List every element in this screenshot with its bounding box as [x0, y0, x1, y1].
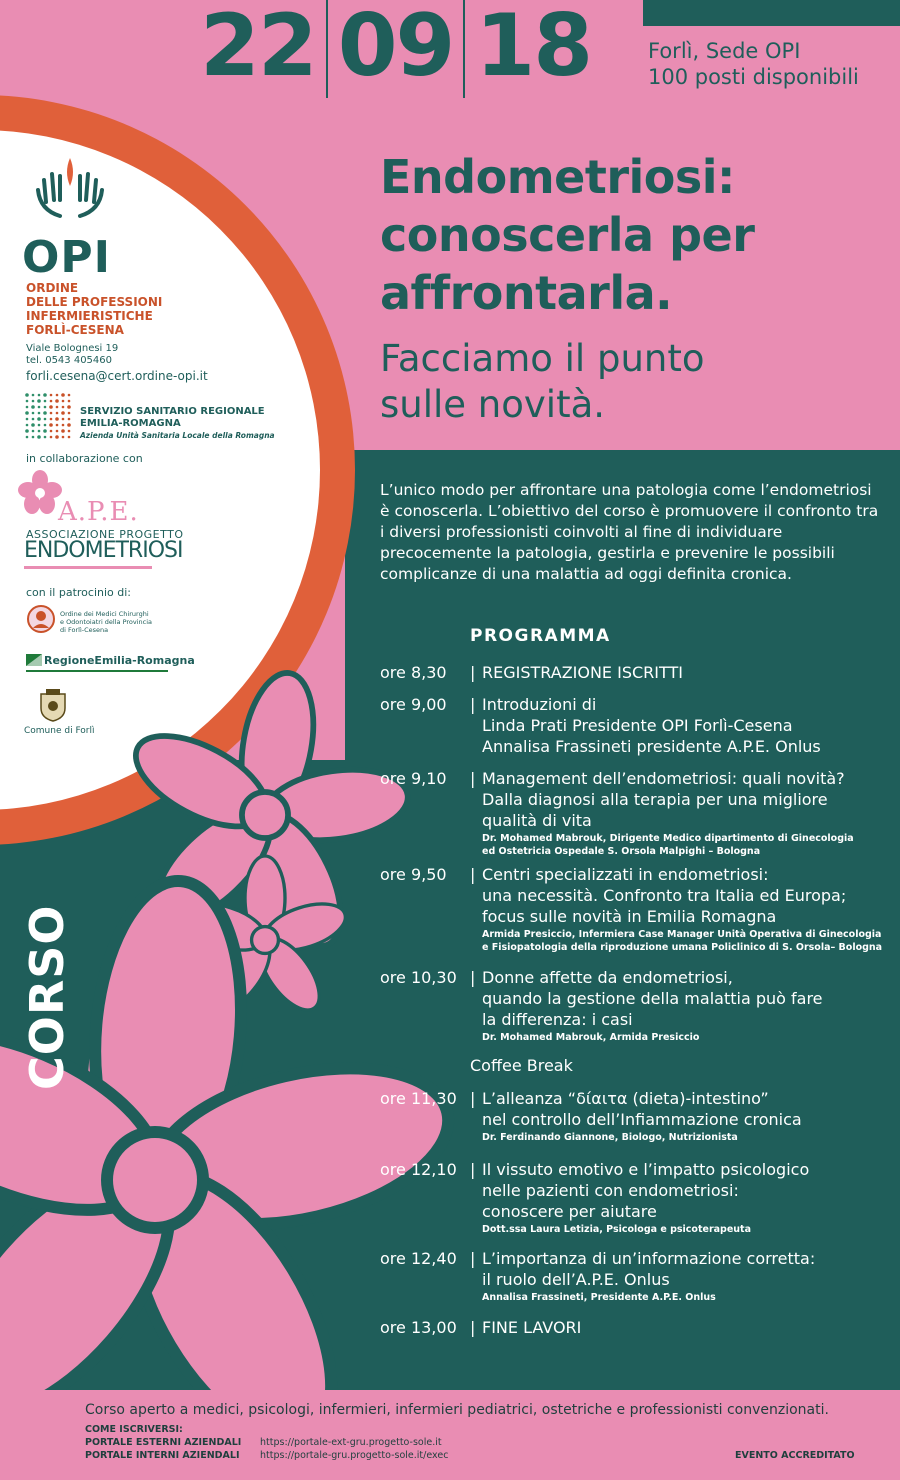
ssr-dot — [49, 423, 53, 427]
ssr-dot — [43, 393, 47, 397]
ape-flower-logo-icon — [18, 470, 62, 514]
ssr-dot — [62, 418, 65, 421]
topic-line: focus sulle novità in Emilia Romagna — [482, 907, 777, 926]
ssr-dot — [37, 435, 41, 439]
ssr-dot — [55, 435, 59, 439]
ssr-dot — [68, 400, 71, 403]
topic-line: Management dell’endometriosi: quali novità? — [482, 769, 845, 788]
flower-center — [242, 792, 288, 838]
rer-logo-text: RegioneEmilia-Romagna — [44, 654, 195, 667]
ssr-dot — [62, 436, 65, 439]
speaker-line: Annalisa Frassineti, Presidente A.P.E. Onlus — [482, 1292, 716, 1303]
ssr-dot — [50, 394, 53, 397]
ssr-dot — [44, 406, 47, 409]
topic-line: L’alleanza “δίαιτα (dieta)-intestino” — [482, 1089, 769, 1108]
ssr-dot — [56, 424, 59, 427]
ssr-dot — [61, 393, 65, 397]
topic-line: Donne affette da endometriosi, — [482, 968, 733, 987]
program-speaker — [482, 832, 892, 858]
ssr-dot — [61, 429, 65, 433]
program-separator: | — [470, 1318, 476, 1337]
ssr-dot — [44, 418, 47, 421]
title-line: Endometriosi: — [380, 150, 735, 204]
ssr-dot — [32, 418, 35, 421]
ape-logo-endometriosi: ENDOMETRIOSI — [24, 538, 183, 563]
speaker-line: Armida Presiccio, Infermiera Case Manager Unità Operativa di Ginecologia — [482, 929, 882, 940]
ssr-dot — [26, 436, 29, 439]
ssr-dot — [38, 430, 41, 433]
subtitle-line: sulle novità. — [380, 383, 606, 426]
ssr-dot — [68, 418, 71, 421]
ssr-dots-logo-icon — [24, 392, 74, 440]
title-line: affrontarla. — [380, 266, 673, 320]
program-time: ore 8,30 — [380, 663, 447, 682]
footer-portal-external-link[interactable]: https://portale-ext-gru.progetto-sole.it — [260, 1437, 442, 1448]
comune-crest-icon — [38, 688, 68, 722]
topic-line: L’importanza di un’informazione corretta: — [482, 1249, 816, 1268]
ssr-dot — [56, 394, 59, 397]
ssr-dot — [44, 436, 47, 439]
ssr-dot — [62, 406, 65, 409]
program-separator: | — [470, 865, 476, 884]
omceo-line: Ordine dei Medici Chirurghi — [60, 610, 149, 618]
footer-how-to-register: COME ISCRIVERSI: — [85, 1424, 183, 1435]
date-month: 09 — [337, 0, 454, 96]
ssr-dot — [32, 436, 35, 439]
topic-line: Dalla diagnosi alla terapia per una migliore — [482, 790, 828, 809]
ssr-dot — [32, 400, 35, 403]
org-line: DELLE PROFESSIONI — [26, 295, 163, 309]
ape-logo-name: A.P.E. — [58, 497, 139, 527]
program-time: ore 12,40 — [380, 1249, 457, 1268]
phone-line: tel. 0543 405460 — [26, 355, 113, 366]
footer-portal-internal-link[interactable]: https://portale-gru.progetto-sole.it/exec — [260, 1450, 449, 1461]
venue-line: Forlì, Sede OPI — [648, 39, 801, 63]
ssr-logo-text — [80, 406, 275, 442]
date-year: 18 — [475, 0, 592, 96]
topic-line: Annalisa Frassineti presidente A.P.E. Onlus — [482, 737, 821, 756]
speaker-line: e Fisiopatologia della riproduzione umana Policlinico di S. Orsola– Bologna — [482, 942, 883, 953]
program-time: ore 12,10 — [380, 1160, 457, 1179]
ssr-dot — [62, 400, 65, 403]
event-date — [190, 0, 601, 100]
topic-line: nel controllo dell’Infiammazione cronica — [482, 1110, 802, 1129]
ssr-dot — [50, 436, 53, 439]
program-separator: | — [470, 968, 476, 987]
organizer-address — [26, 343, 118, 367]
ssr-dot — [55, 399, 59, 403]
ape-logo-sub: ASSOCIAZIONE PROGETTO — [26, 528, 184, 541]
ssr-dot — [43, 411, 47, 415]
org-line: FORLÌ-CESENA — [26, 323, 124, 337]
program-topic — [482, 967, 892, 1030]
speaker-line: Dott.ssa Laura Letizia, Psicologa e psicoterapeuta — [482, 1224, 751, 1235]
org-line: INFERMIERISTICHE — [26, 309, 153, 323]
date-day: 22 — [200, 0, 316, 96]
rer-underline — [26, 670, 168, 672]
ssr-dot — [68, 430, 71, 433]
ssr-dot — [38, 412, 41, 415]
program-separator: | — [470, 695, 476, 714]
subtitle-line: Facciamo il punto — [380, 337, 705, 380]
ssr-dot — [49, 405, 53, 409]
ssr-dot — [56, 430, 59, 433]
program-separator: | — [470, 769, 476, 788]
program-separator: | — [470, 1249, 476, 1268]
program-time: ore 9,10 — [380, 769, 447, 788]
program-speaker — [482, 928, 892, 954]
program-separator: | — [470, 1160, 476, 1179]
org-line: ORDINE — [26, 281, 79, 295]
organizer-name — [26, 281, 162, 337]
program-speaker — [482, 1031, 892, 1044]
ssr-dot — [56, 406, 59, 409]
program-heading: PROGRAMMA — [470, 626, 611, 646]
program-topic — [482, 1317, 892, 1338]
page-subtitle — [380, 336, 705, 428]
ssr-dot — [55, 417, 59, 421]
ssr-dot — [31, 423, 35, 427]
ssr-dot — [32, 394, 35, 397]
ssr-dot — [50, 412, 53, 415]
opi-hands-logo-icon — [30, 150, 110, 230]
ssr-dot — [61, 411, 65, 415]
ape-underline — [24, 566, 152, 569]
rer-flag-icon — [26, 652, 42, 668]
topic-line: Introduzioni di — [482, 695, 597, 714]
seats-line: 100 posti disponibili — [648, 65, 859, 89]
program-time: ore 11,30 — [380, 1089, 457, 1108]
topic-line: REGISTRAZIONE ISCRITTI — [482, 663, 683, 682]
topic-line: conoscere per aiutare — [482, 1202, 657, 1221]
topic-line: Il vissuto emotivo e l’impatto psicologico — [482, 1160, 810, 1179]
ssr-dot — [25, 411, 29, 415]
topic-line: Centri specializzati in endometriosi: — [482, 865, 769, 884]
flower-center — [252, 927, 279, 954]
ssr-dot — [67, 405, 71, 409]
omceo-line: di Forlì-Cesena — [60, 626, 109, 634]
ssr-dot — [50, 430, 53, 433]
topic-line: nelle pazienti con endometriosi: — [482, 1181, 739, 1200]
speaker-line: Dr. Mohamed Mabrouk, Armida Presiccio — [482, 1032, 700, 1043]
speaker-line: Dr. Mohamed Mabrouk, Dirigente Medico dipartimento di Ginecologia — [482, 833, 854, 844]
topic-line: FINE LAVORI — [482, 1318, 582, 1337]
organizer-email[interactable]: forli.cesena@cert.ordine-opi.it — [26, 369, 208, 383]
program-time: ore 10,30 — [380, 968, 457, 987]
program-topic — [482, 864, 892, 927]
ssr-dot — [26, 424, 29, 427]
comune-label: Comune di Forlì — [24, 726, 95, 736]
ssr-line: EMILIA-ROMAGNA — [80, 418, 181, 429]
ssr-dot — [44, 424, 47, 427]
ssr-dot — [68, 412, 71, 415]
ssr-line: Azienda Unità Sanitaria Locale della Romagna — [80, 431, 275, 440]
program-topic — [482, 1248, 892, 1290]
program-topic — [482, 694, 892, 757]
program-separator: | — [470, 663, 476, 682]
topic-line: qualità di vita — [482, 811, 592, 830]
program-time: ore 13,00 — [380, 1318, 457, 1337]
program-topic — [482, 1159, 892, 1222]
ssr-dot — [32, 430, 35, 433]
side-label-corso: CORSO — [20, 904, 74, 1090]
ssr-dot — [25, 393, 29, 397]
omceo-line: e Odontoiatri della Provincia — [60, 618, 153, 626]
ssr-dot — [68, 394, 71, 397]
flower-center — [107, 1132, 203, 1228]
omceo-text — [60, 610, 180, 634]
ssr-dot — [26, 400, 29, 403]
program-time: ore 9,50 — [380, 865, 447, 884]
ssr-dot — [62, 424, 65, 427]
page-title — [380, 148, 754, 322]
footer-portal-internal-label: PORTALE INTERNI AZIENDALI — [85, 1450, 240, 1461]
coffee-break: Coffee Break — [470, 1056, 573, 1075]
venue-info — [648, 38, 859, 90]
ssr-dot — [37, 417, 41, 421]
speaker-line: ed Ostetricia Ospedale S. Orsola Malpighi – Bologna — [482, 846, 761, 857]
accredited-badge: EVENTO ACCREDITATO — [735, 1450, 855, 1461]
topic-line: la differenza: i casi — [482, 1010, 633, 1029]
program-time: ore 9,00 — [380, 695, 447, 714]
footer-audience: Corso aperto a medici, psicologi, infermieri, infermieri pediatrici, ostetriche e professionisti convenzionati. — [85, 1402, 829, 1418]
ssr-dot — [50, 400, 53, 403]
program-topic — [482, 1088, 892, 1130]
ssr-dot — [38, 424, 41, 427]
program-speaker — [482, 1291, 892, 1304]
intro-paragraph: L’unico modo per affrontare una patologia come l’endometriosi è conoscerla. L’obiettivo del corso è promuovere il confronto tra i diversi professionisti coinvolti al fine di individuare precocemente la patologia, gestirla e prevenire le possibili complicanze di una malattia ad oggi definita cronica. — [380, 481, 879, 583]
ssr-dot — [26, 418, 29, 421]
footer-portal-external-label: PORTALE ESTERNI AZIENDALI — [85, 1437, 242, 1448]
ssr-dot — [68, 436, 71, 439]
title-line: conoscerla per — [380, 208, 755, 262]
ssr-dot — [37, 399, 41, 403]
ssr-dot — [38, 394, 41, 397]
topic-line: il ruolo dell’A.P.E. Onlus — [482, 1270, 670, 1289]
collab-label: in collaborazione con — [26, 452, 143, 465]
ssr-line: SERVIZIO SANITARIO REGIONALE — [80, 406, 265, 417]
address-line: Viale Bolognesi 19 — [26, 343, 119, 354]
omceo-seal-icon — [26, 604, 56, 634]
topic-line: Linda Prati Presidente OPI Forlì-Cesena — [482, 716, 793, 735]
ssr-dot — [56, 412, 59, 415]
topic-line: quando la gestione della malattia può fare — [482, 989, 823, 1008]
ssr-dot — [25, 429, 29, 433]
program-separator: | — [470, 1089, 476, 1108]
program-topic — [482, 662, 892, 683]
topic-line: una necessità. Confronto tra Italia ed Europa; — [482, 886, 847, 905]
speaker-line: Dr. Ferdinando Giannone, Biologo, Nutrizionista — [482, 1132, 738, 1143]
patrocinio-label: con il patrocinio di: — [26, 586, 132, 599]
program-topic — [482, 768, 892, 831]
program-speaker — [482, 1131, 892, 1144]
ssr-dot — [43, 429, 47, 433]
ssr-dot — [31, 405, 35, 409]
ssr-dot — [38, 406, 41, 409]
ssr-dot — [44, 400, 47, 403]
program-speaker — [482, 1223, 892, 1236]
header-accent-bar — [643, 0, 900, 26]
ssr-dot — [50, 418, 53, 421]
ssr-dot — [67, 423, 71, 427]
opi-logo-text: OPI — [22, 232, 112, 283]
ssr-dot — [26, 406, 29, 409]
ssr-dot — [32, 412, 35, 415]
